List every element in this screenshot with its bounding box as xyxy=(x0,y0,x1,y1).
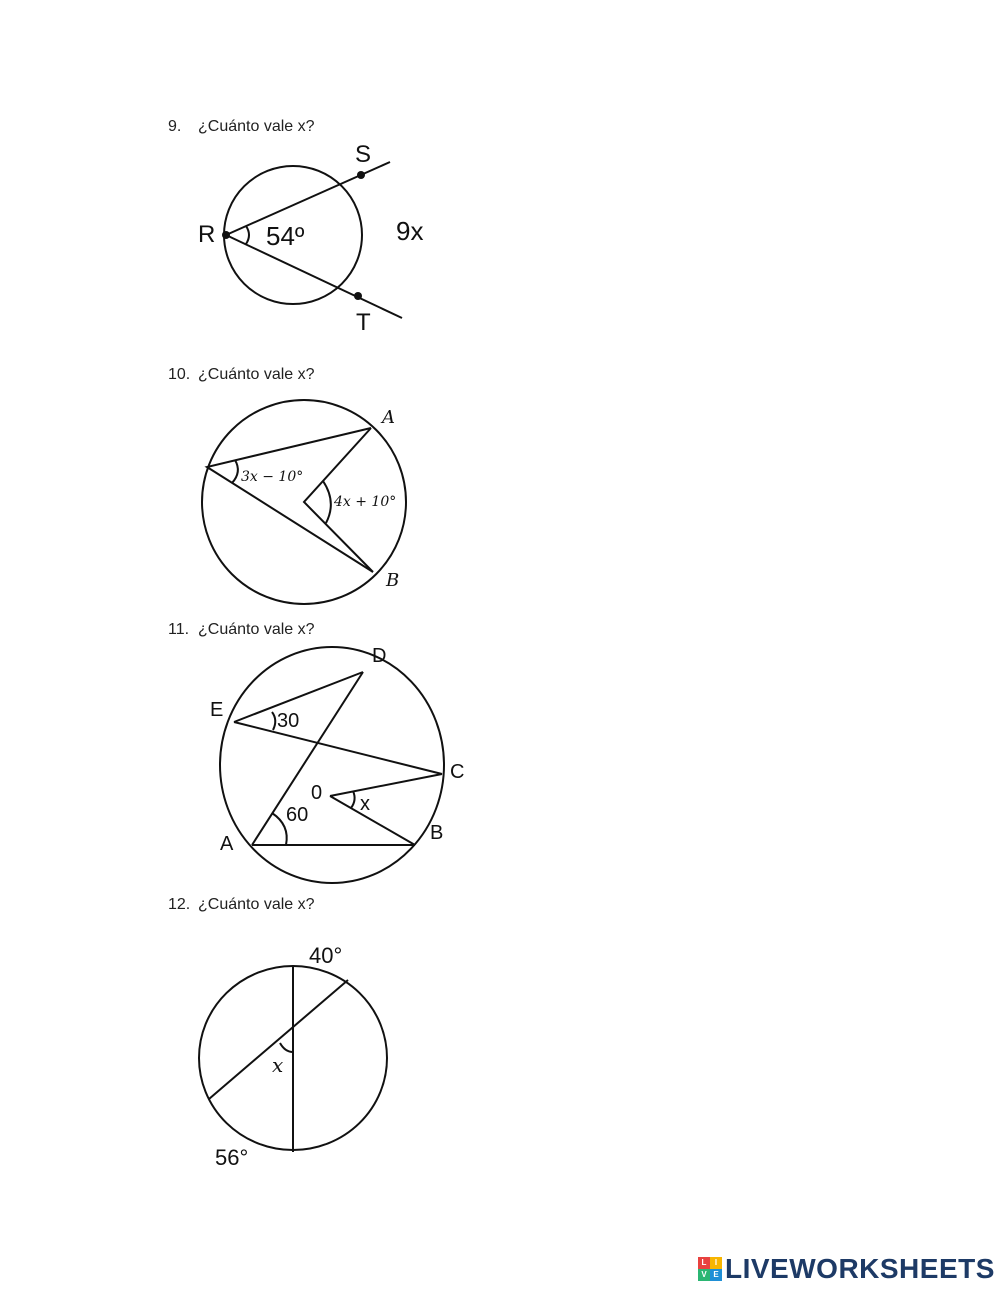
label-arc-40: 40° xyxy=(309,943,343,968)
question-11-prompt xyxy=(168,621,315,639)
secant-rt xyxy=(226,235,402,318)
radius-oc xyxy=(330,774,442,796)
figure-12 xyxy=(195,940,405,1180)
inscribed-arc xyxy=(232,460,238,483)
liveworksheets-logo xyxy=(698,1252,995,1286)
central-arc xyxy=(323,481,331,523)
question-number: 10. xyxy=(168,366,191,383)
point-r xyxy=(222,231,230,239)
question-12-prompt xyxy=(168,896,315,914)
question-text: ¿Cuánto vale x? xyxy=(198,118,315,135)
label-central: 4x + 10° xyxy=(334,494,397,510)
label-e: E xyxy=(210,699,224,721)
question-text: ¿Cuánto vale x? xyxy=(198,896,315,913)
question-9-prompt xyxy=(168,118,315,136)
logo-icon-letter: V xyxy=(698,1269,710,1281)
label-angle-60: 60 xyxy=(286,804,309,826)
label-a: A xyxy=(382,407,395,428)
label-r: R xyxy=(198,221,216,248)
angle-arc-a xyxy=(272,813,287,845)
label-c: C xyxy=(450,761,465,783)
label-arc-56: 56° xyxy=(215,1145,249,1170)
angle-arc-o xyxy=(351,791,355,808)
question-text: ¿Cuánto vale x? xyxy=(198,366,315,383)
logo-icon xyxy=(698,1257,722,1281)
figure-11 xyxy=(200,640,485,895)
label-o: 0 xyxy=(311,782,323,804)
label-angle-x: x xyxy=(272,1053,284,1077)
question-text: ¿Cuánto vale x? xyxy=(198,621,315,638)
logo-icon-letter: E xyxy=(710,1269,722,1281)
question-10-prompt xyxy=(168,366,315,384)
figure-9 xyxy=(190,140,450,350)
logo-text: LIVEWORKSHEETS xyxy=(725,1253,995,1284)
label-b: B xyxy=(386,570,400,591)
question-number: 11. xyxy=(168,621,190,638)
radius-ob xyxy=(330,796,415,845)
question-number: 9. xyxy=(168,118,182,135)
label-inscribed: 3x − 10° xyxy=(241,469,304,485)
label-arc-9x: 9x xyxy=(396,216,424,246)
angle-arc-e xyxy=(272,712,275,730)
secant-rs xyxy=(226,162,390,235)
label-angle-x: x xyxy=(360,793,370,815)
logo-icon-letter: L xyxy=(698,1257,710,1269)
label-b: B xyxy=(430,822,444,844)
figure-10 xyxy=(195,392,425,612)
label-angle-30: 30 xyxy=(277,710,300,732)
point-t xyxy=(354,292,362,300)
logo-icon-letter: I xyxy=(710,1257,722,1269)
chord-ec xyxy=(234,722,442,774)
label-a: A xyxy=(220,833,234,855)
chord-diagonal xyxy=(209,980,348,1099)
label-d: D xyxy=(372,645,387,667)
label-s: S xyxy=(355,141,372,168)
circle xyxy=(220,647,444,883)
point-s xyxy=(357,171,365,179)
angle-arc-x xyxy=(280,1043,293,1052)
label-t: T xyxy=(356,309,371,336)
angle-arc xyxy=(246,226,249,244)
label-angle-54: 54º xyxy=(266,221,305,251)
question-number: 12. xyxy=(168,896,191,913)
